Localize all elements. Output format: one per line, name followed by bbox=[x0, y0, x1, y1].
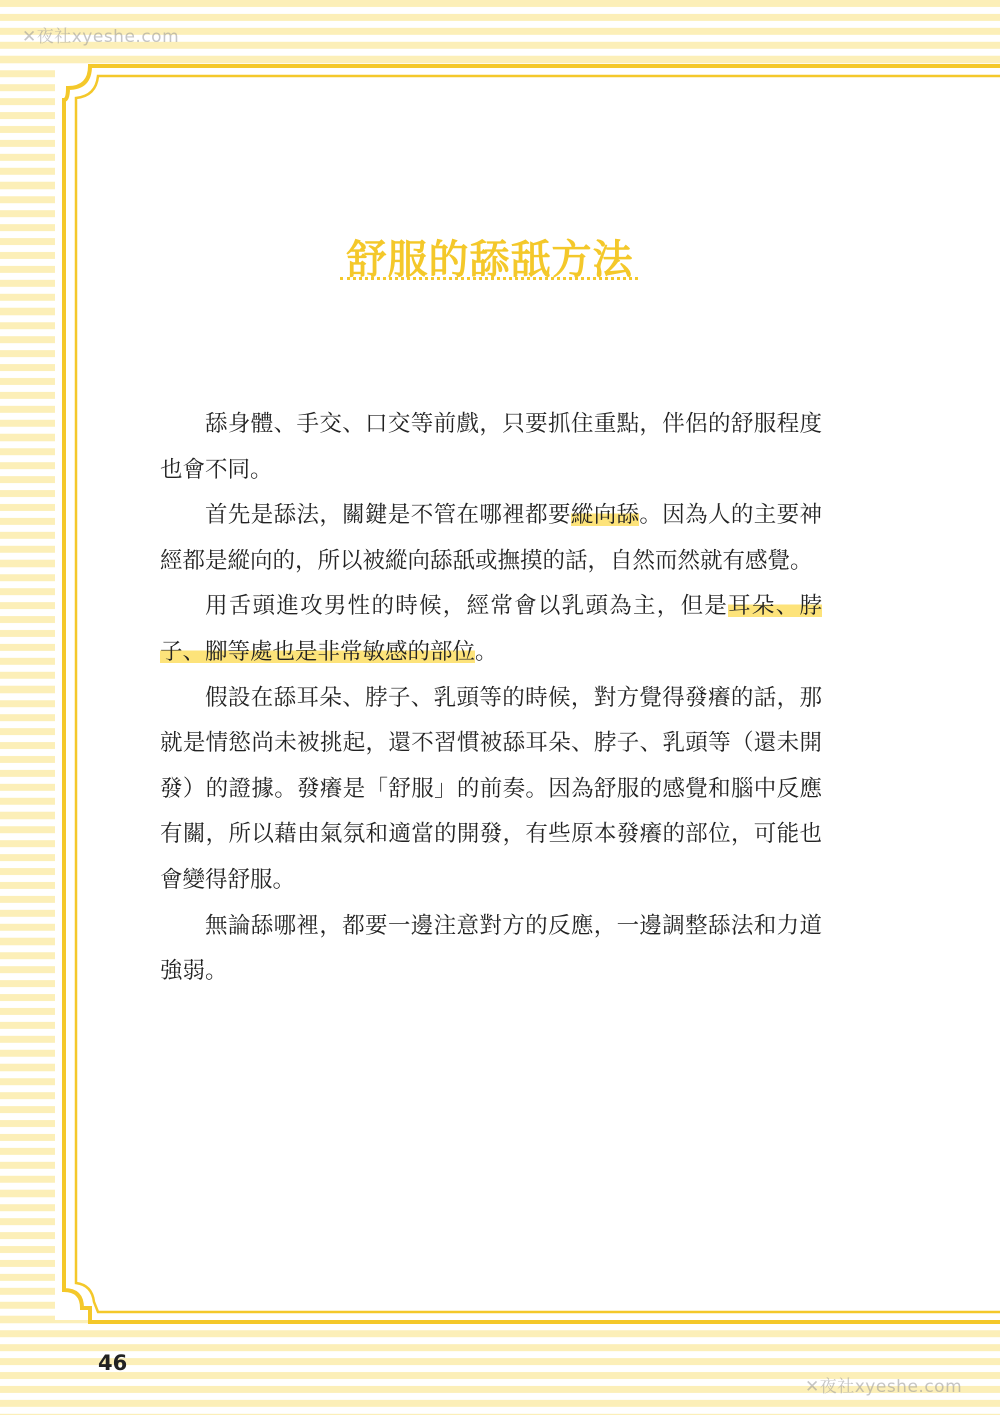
paragraph bbox=[160, 676, 822, 904]
body-text bbox=[160, 402, 822, 995]
highlighted-text: 耳朵、脖子、腳等處也是非常敏感的部位 bbox=[160, 593, 822, 665]
text-run: 。因為人的主要神經都是縱向的，所以被縱向舔舐或撫摸的話，自然而然就有感覺。 bbox=[160, 502, 822, 574]
paragraph bbox=[160, 904, 822, 995]
page-number: 46 bbox=[98, 1351, 128, 1375]
paragraph bbox=[160, 493, 822, 584]
text-run: 用舌頭進攻男性的時候，經常會以乳頭為主，但是 bbox=[205, 593, 729, 620]
text-run: 假設在舔耳朵、脖子、乳頭等的時候，對方覺得發癢的話，那就是情慾尚未被挑起，還不習慣被舔耳朵、脖子、乳頭等（還未開發）的證據。發癢是「舒服」的前奏。因為舒服的感覺和腦中反應有關，所以藉由氣氛和適當的開發，有些原本發癢的部位，可能也會變得舒服。 bbox=[160, 684, 822, 893]
text-run: 舔身體、手交、口交等前戲，只要抓住重點，伴侶的舒服程度也會不同。 bbox=[160, 411, 822, 483]
watermark-top: ✕夜社xyeshe.com bbox=[22, 27, 180, 47]
page-title: 舒服的舔舐方法 bbox=[346, 237, 634, 283]
paragraph bbox=[160, 402, 822, 493]
watermark-bottom: ✕夜社xyeshe.com bbox=[805, 1377, 963, 1397]
highlighted-text: 縱向舔 bbox=[570, 502, 640, 529]
title-dotted-underline bbox=[340, 277, 638, 280]
text-run: 無論舔哪裡，都要一邊注意對方的反應，一邊調整舔法和力道強弱。 bbox=[160, 912, 822, 985]
text-run: 首先是舔法，關鍵是不管在哪裡都要 bbox=[205, 502, 571, 529]
paragraph bbox=[160, 584, 822, 675]
text-run: 。 bbox=[475, 638, 498, 665]
